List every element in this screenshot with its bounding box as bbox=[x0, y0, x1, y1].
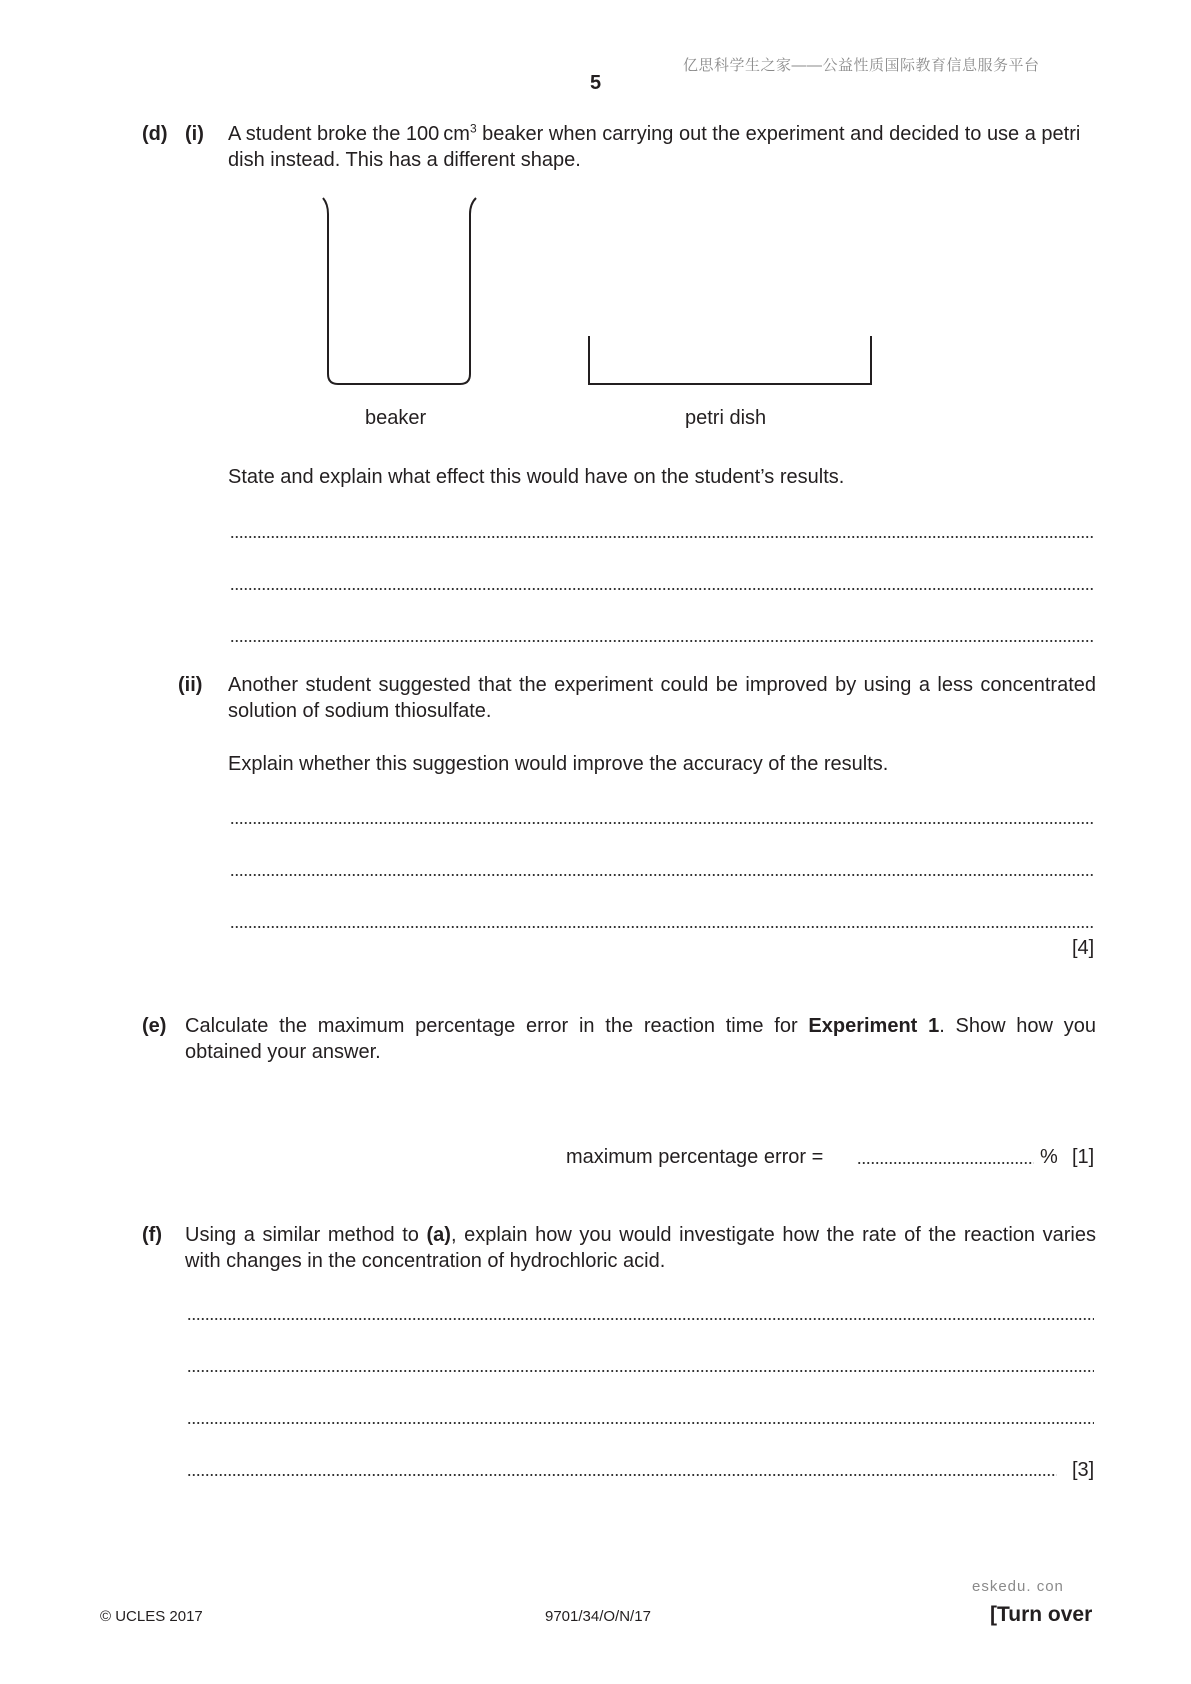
question-label-e: (e) bbox=[142, 1015, 167, 1037]
answer-line[interactable] bbox=[187, 1368, 1094, 1374]
answer-line[interactable] bbox=[187, 1316, 1094, 1322]
mark-allocation-e: [1] bbox=[1072, 1146, 1095, 1168]
question-e-text-end: . Show how you obtained your answer. bbox=[185, 1015, 1096, 1063]
beaker-label: beaker bbox=[365, 407, 427, 429]
mark-allocation-d: [4] bbox=[1072, 937, 1095, 959]
answer-unit-percent: % bbox=[1040, 1146, 1058, 1168]
experiment-1-bold: Experiment 1 bbox=[808, 1015, 940, 1037]
petri-dish-outline bbox=[589, 336, 871, 384]
question-f-text bbox=[185, 1222, 1096, 1274]
answer-line[interactable] bbox=[230, 872, 1094, 878]
turn-over: [Turn over bbox=[990, 1603, 1093, 1626]
copyright: © UCLES 2017 bbox=[100, 1608, 203, 1625]
answer-label-e: maximum percentage error = bbox=[566, 1146, 824, 1168]
answer-line[interactable] bbox=[230, 534, 1094, 540]
answer-line[interactable] bbox=[187, 1420, 1094, 1426]
subquestion-label-d-i: (i) bbox=[185, 123, 204, 145]
question-d-i-text-start: A student broke the 100 cm bbox=[228, 123, 470, 145]
petri-dish-label: petri dish bbox=[685, 407, 767, 429]
question-e-text bbox=[185, 1013, 1096, 1065]
superscript-3: 3 bbox=[469, 121, 477, 136]
question-d-ii-prompt: Explain whether this suggestion would improve the accuracy of the results. bbox=[228, 753, 889, 775]
question-label-f: (f) bbox=[142, 1224, 162, 1246]
question-d-ii-text: Another student suggested that the experiment could be improved by using a less concentrated solution of sodium thiosulfate. bbox=[228, 674, 1096, 722]
paper-code: 9701/34/O/N/17 bbox=[545, 1608, 651, 1625]
mark-allocation-f: [3] bbox=[1072, 1459, 1095, 1481]
answer-line[interactable] bbox=[230, 820, 1094, 826]
answer-line[interactable] bbox=[187, 1472, 1057, 1478]
question-f-text-end: , explain how you would investigate how the rate of the reaction varies with changes in the concentration of hydrochloric acid. bbox=[185, 1224, 1096, 1272]
answer-line[interactable] bbox=[230, 586, 1094, 592]
part-a-bold: (a) bbox=[426, 1224, 451, 1246]
footer-watermark: eskedu. con bbox=[972, 1578, 1064, 1595]
subquestion-label-d-ii: (ii) bbox=[178, 674, 203, 696]
beaker-outline bbox=[323, 198, 476, 384]
page-number: 5 bbox=[590, 72, 602, 94]
header-watermark: 亿思科学生之家——公益性质国际教育信息服务平台 bbox=[683, 57, 1040, 74]
question-e-text-start: Calculate the maximum percentage error in the reaction time for bbox=[185, 1015, 809, 1037]
answer-line[interactable] bbox=[230, 638, 1094, 644]
beaker-petri-dish-diagram bbox=[0, 0, 1191, 400]
answer-field-e[interactable] bbox=[857, 1160, 1034, 1166]
question-d-i-text-end: beaker when carrying out the experiment and decided to use a petri dish instead. This has a different shape. bbox=[228, 123, 1081, 171]
question-label-d: (d) bbox=[142, 123, 168, 145]
question-d-i-prompt: State and explain what effect this would have on the student’s results. bbox=[228, 466, 845, 488]
answer-line[interactable] bbox=[230, 924, 1094, 930]
question-f-text-start: Using a similar method to bbox=[185, 1224, 427, 1246]
